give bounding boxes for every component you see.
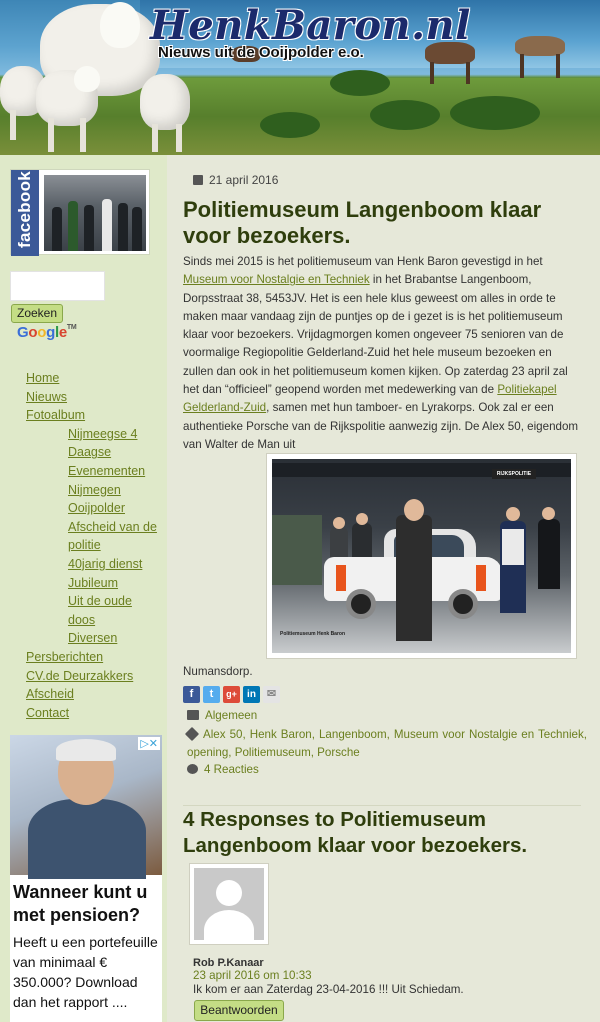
horse-leg: [520, 54, 524, 78]
sidebar-nav-item[interactable]: Jubileum: [68, 575, 119, 590]
twitter-share-icon[interactable]: t: [203, 686, 220, 703]
divider: [183, 805, 581, 806]
sidebar-nav-item[interactable]: Afscheid: [26, 687, 74, 702]
folder-icon: [187, 710, 199, 720]
sidebar-nav-item[interactable]: Evenementen: [68, 463, 146, 478]
horse-leg: [556, 54, 560, 78]
reactions-link[interactable]: 4 Reacties: [204, 763, 259, 776]
post-category: [187, 707, 587, 725]
sidebar-nav-item[interactable]: Contact: [26, 705, 70, 720]
post-date-text: 21 april 2016: [209, 173, 279, 187]
main-content: [167, 155, 600, 1022]
facebook-widget[interactable]: [10, 169, 150, 255]
google-logo: Google™: [17, 324, 77, 341]
person-head: [404, 499, 424, 521]
sidebar-nav-item[interactable]: Nijmeegse 4: [68, 426, 138, 441]
bush: [260, 112, 320, 138]
post-date: [193, 173, 278, 187]
person-police: [538, 519, 560, 589]
sidebar-nav-item[interactable]: politie: [68, 538, 101, 553]
post-body: [183, 253, 583, 454]
sidebar-nav-item[interactable]: CV.de Deurzakkers: [26, 668, 134, 683]
responses-title: 4 Responses to Politiemuseum Langenboom klaar voor bezoekers.: [183, 808, 528, 857]
facebook-logo: [11, 170, 39, 256]
sidebar-nav: [26, 369, 166, 722]
ad-headline[interactable]: Wanneer kunt u met pensioen?: [13, 882, 148, 925]
sidebar-nav-item[interactable]: Fotoalbum: [26, 408, 86, 423]
post-title[interactable]: Politiemuseum Langenboom klaar voor bezoekers.: [183, 197, 542, 248]
post-body-text: in het Brabantse Langenboom, Dorpsstraat 38, 5453JV. Het is een hele klus geweest om alles in orde te maken maar vandaag zijn de puntjes op de i gezet is is het politiemuseum klaar voor bezoekers. Vrijdagmorgen komen ongeveer 75 senioren van de voormalige Regiopolitie Gelderland-Zuid het hele museum bezoeken en zullen dan ook in het politiemuseum komen kijken. Op zaterdag 23 april zal het dan “officieel” geopend worden met medewerking van de: [183, 273, 568, 397]
lamb-leg: [176, 124, 182, 152]
post-photo[interactable]: [266, 453, 577, 659]
comment-date[interactable]: 23 april 2016 om 10:33: [193, 969, 312, 982]
reply-button[interactable]: Beantwoorden: [194, 1000, 284, 1021]
site-header: [0, 0, 600, 155]
ad-close-icon[interactable]: ▷✕: [140, 738, 158, 750]
sidebar-nav-item[interactable]: Afscheid van de: [68, 519, 157, 534]
museum-sign: RIJKSPOLITIE: [492, 469, 536, 479]
sidebar-nav-item[interactable]: Daagse: [68, 445, 112, 460]
post-reactions: [187, 761, 587, 779]
lamb-leg: [48, 118, 54, 152]
post-tags: [187, 726, 587, 763]
sidebar: [0, 155, 167, 1022]
tag-icon: [185, 727, 199, 741]
ad-text[interactable]: Heeft u een portefeuille van minimaal € 350.000? Download dan het rapport ....: [13, 934, 158, 1010]
lamb-head: [74, 66, 100, 92]
sidebar-nav-item[interactable]: Nieuws: [26, 389, 67, 404]
lamb: [140, 74, 190, 130]
post-body-end: Numansdorp.: [183, 665, 253, 678]
sidebar-nav-item[interactable]: Home: [26, 371, 60, 385]
bush: [450, 96, 540, 130]
linkedin-share-icon[interactable]: in: [243, 686, 260, 703]
reflective-vest: [502, 529, 524, 565]
person-head: [506, 507, 520, 521]
museum-link[interactable]: Museum voor Nostalgie en Techniek: [183, 273, 370, 287]
sidebar-nav-item[interactable]: Ooijpolder: [68, 501, 125, 516]
sidebar-nav-item[interactable]: Uit de oude: [68, 594, 132, 609]
bush: [370, 100, 440, 130]
bush: [330, 70, 390, 96]
calendar-icon: [193, 175, 203, 185]
facebook-share-icon[interactable]: f: [183, 686, 200, 703]
post-body-text: Sinds mei 2015 is het politiemuseum van Henk Baron gevestigd in het: [183, 255, 543, 268]
sidebar-nav-item[interactable]: Nijmegen: [68, 482, 121, 497]
site-title[interactable]: HenkBaron.nl: [150, 2, 471, 49]
category-link[interactable]: Algemeen: [205, 709, 258, 722]
lamb-leg: [152, 124, 158, 152]
sidebar-nav-item[interactable]: 40jarig dienst: [68, 556, 143, 571]
lamb-leg: [80, 118, 86, 152]
sidebar-nav-item[interactable]: Diversen: [68, 631, 118, 646]
person-henk-baron: [396, 515, 432, 641]
horse: [515, 36, 565, 56]
email-share-icon[interactable]: ✉: [263, 686, 280, 703]
person-head: [356, 513, 368, 525]
advertisement[interactable]: [10, 735, 162, 1022]
horse-leg: [430, 62, 434, 84]
lamb-leg: [10, 110, 16, 140]
share-bar: [183, 686, 283, 704]
politiekapel-link[interactable]: Politiekapel Gelderland-Zuid: [183, 383, 557, 415]
photo-caption: Politiemuseum Henk Baron: [280, 631, 346, 637]
comment-author: Rob P.Kanaar: [193, 957, 264, 969]
search-button[interactable]: Zoeken: [11, 304, 63, 323]
post-body-text: , samen met hun tamboer- en Lyrakorps. Ook zal er een authentieke Porsche van de Rijkspolitie aanwezig zijn. De Alex 50, eigendom van Walter de Man uit: [183, 401, 579, 451]
horse-leg: [466, 62, 470, 84]
site-subtitle: Nieuws uit de Ooijpolder e.o.: [158, 44, 364, 61]
ad-image: [10, 735, 162, 875]
person-head: [333, 517, 345, 529]
sidebar-nav-item[interactable]: doos: [68, 612, 96, 627]
facebook-label: facebook: [15, 170, 34, 248]
facebook-photo: [44, 175, 146, 251]
tag-links[interactable]: Alex 50, Henk Baron, Langenboom, Museum voor Nostalgie en Techniek, opening, Politiemuseum, Porsche: [187, 728, 587, 760]
search-input[interactable]: [10, 271, 105, 301]
avatar: [189, 863, 269, 945]
comment-text: Ik kom er aan Zaterdag 23-04-2016 !!! Uit Schiedam.: [193, 983, 464, 996]
person-head: [542, 507, 555, 520]
sheep-head: [100, 2, 140, 48]
googleplus-share-icon[interactable]: g+: [223, 686, 240, 703]
sidebar-nav-item[interactable]: Persberichten: [26, 649, 104, 664]
users-icon: [187, 764, 198, 774]
